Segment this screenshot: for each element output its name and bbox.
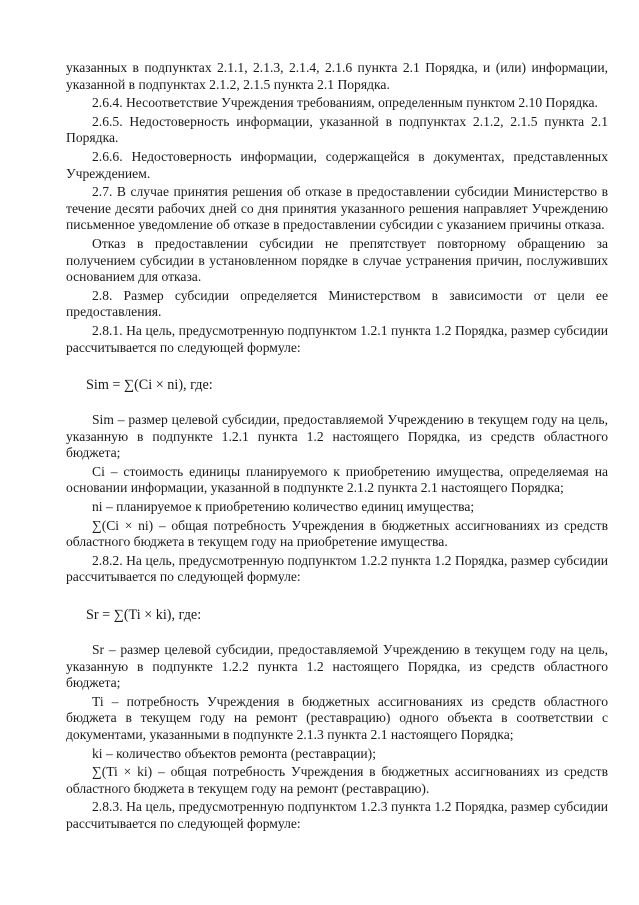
paragraph-refusal: Отказ в предоставлении субсидии не препятствует повторному обращению за получением субсидии в установленном порядке в случае устранения причин, послуживших основанием для отказа.	[66, 235, 608, 285]
definition-ci: Ci – стоимость единицы планируемого к приобретению имущества, определяемая на основании информации, указанной в подпункте 2.1.2 пункта 2.1 настоящего Порядка;	[66, 463, 608, 496]
definition-sr: Sr – размер целевой субсидии, предоставляемой Учреждению в текущем году на цель, указанную в подпункте 1.2.2 пункта 1.2 настоящего Порядка, из средств областного бюджета;	[66, 642, 608, 691]
document-page	[66, 60, 608, 835]
definition-sum-ti-ki: ∑(Ti × ki) – общая потребность Учреждения в бюджетных ассигнованиях из средств областного бюджета в текущем году на ремонт (реставрацию).	[66, 764, 608, 796]
definition-ni: ni – планируемое к приобретению количество единиц имущества;	[92, 499, 475, 515]
paragraph-2-6-4: 2.6.4. Несоответствие Учреждения требованиям, определенным пунктом 2.10 Порядка.	[92, 95, 598, 111]
definition-ti: Ti – потребность Учреждения в бюджетных ассигнованиях из средств областного бюджета в текущем году на ремонт (реставрацию) одного объекта в соответствии с документами, указанными в подпункте 2.1.3 пункта 2.1 настоящего Порядка;	[66, 693, 608, 742]
formula-sim: Sim = ∑(Ci × ni), где:	[86, 377, 213, 394]
paragraph-2-8-2: 2.8.2. На цель, предусмотренную подпунктом 1.2.2 пункта 1.2 Порядка, размер субсидии рассчитывается по следующей формуле:	[66, 552, 608, 585]
paragraph-2-8-3: 2.8.3. На цель, предусмотренную подпунктом 1.2.3 пункта 1.2 Порядка, размер субсидии рассчитывается по следующей формуле:	[66, 799, 608, 831]
paragraph-2-6-5: 2.6.5. Недостоверность информации, указанной в подпунктах 2.1.2, 2.1.5 пункта 2.1 Порядка.	[66, 113, 608, 146]
formula-sr: Sr = ∑(Ti × ki), где:	[86, 607, 202, 624]
paragraph-2-7: 2.7. В случае принятия решения об отказе в предоставлении субсидии Министерство в течение десяти рабочих дней со дня принятия указанного решения направляет Учреждению письменное уведомление об отказе в предоставлении субсидии с указанием причины отказа.	[66, 184, 608, 233]
definition-sum-ci-ni: ∑(Ci × ni) – общая потребность Учреждения в бюджетных ассигнованиях из средств областного бюджета в текущем году на приобретение имущества.	[66, 517, 608, 550]
definition-ki: ki – количество объектов ремонта (реставрации);	[92, 745, 376, 761]
paragraph-2-8: 2.8. Размер субсидии определяется Министерством в зависимости от цели ее предоставления.	[66, 287, 608, 320]
paragraph-continuation: указанных в подпунктах 2.1.1, 2.1.3, 2.1.4, 2.1.6 пункта 2.1 Порядка, и (или) информации, указанной в подпунктах 2.1.2, 2.1.5 пункта 2.1 Порядка.	[66, 60, 608, 92]
paragraph-2-8-1: 2.8.1. На цель, предусмотренную подпунктом 1.2.1 пункта 1.2 Порядка, размер субсидии рассчитывается по следующей формуле:	[66, 322, 608, 355]
definition-sim: Sim – размер целевой субсидии, предоставляемой Учреждению в текущем году на цель, указанную в подпункте 1.2.1 пункта 1.2 настоящего Порядка, из средств областного бюджета;	[66, 412, 608, 461]
paragraph-2-6-6: 2.6.6. Недостоверность информации, содержащейся в документах, представленных Учреждением.	[66, 148, 608, 181]
